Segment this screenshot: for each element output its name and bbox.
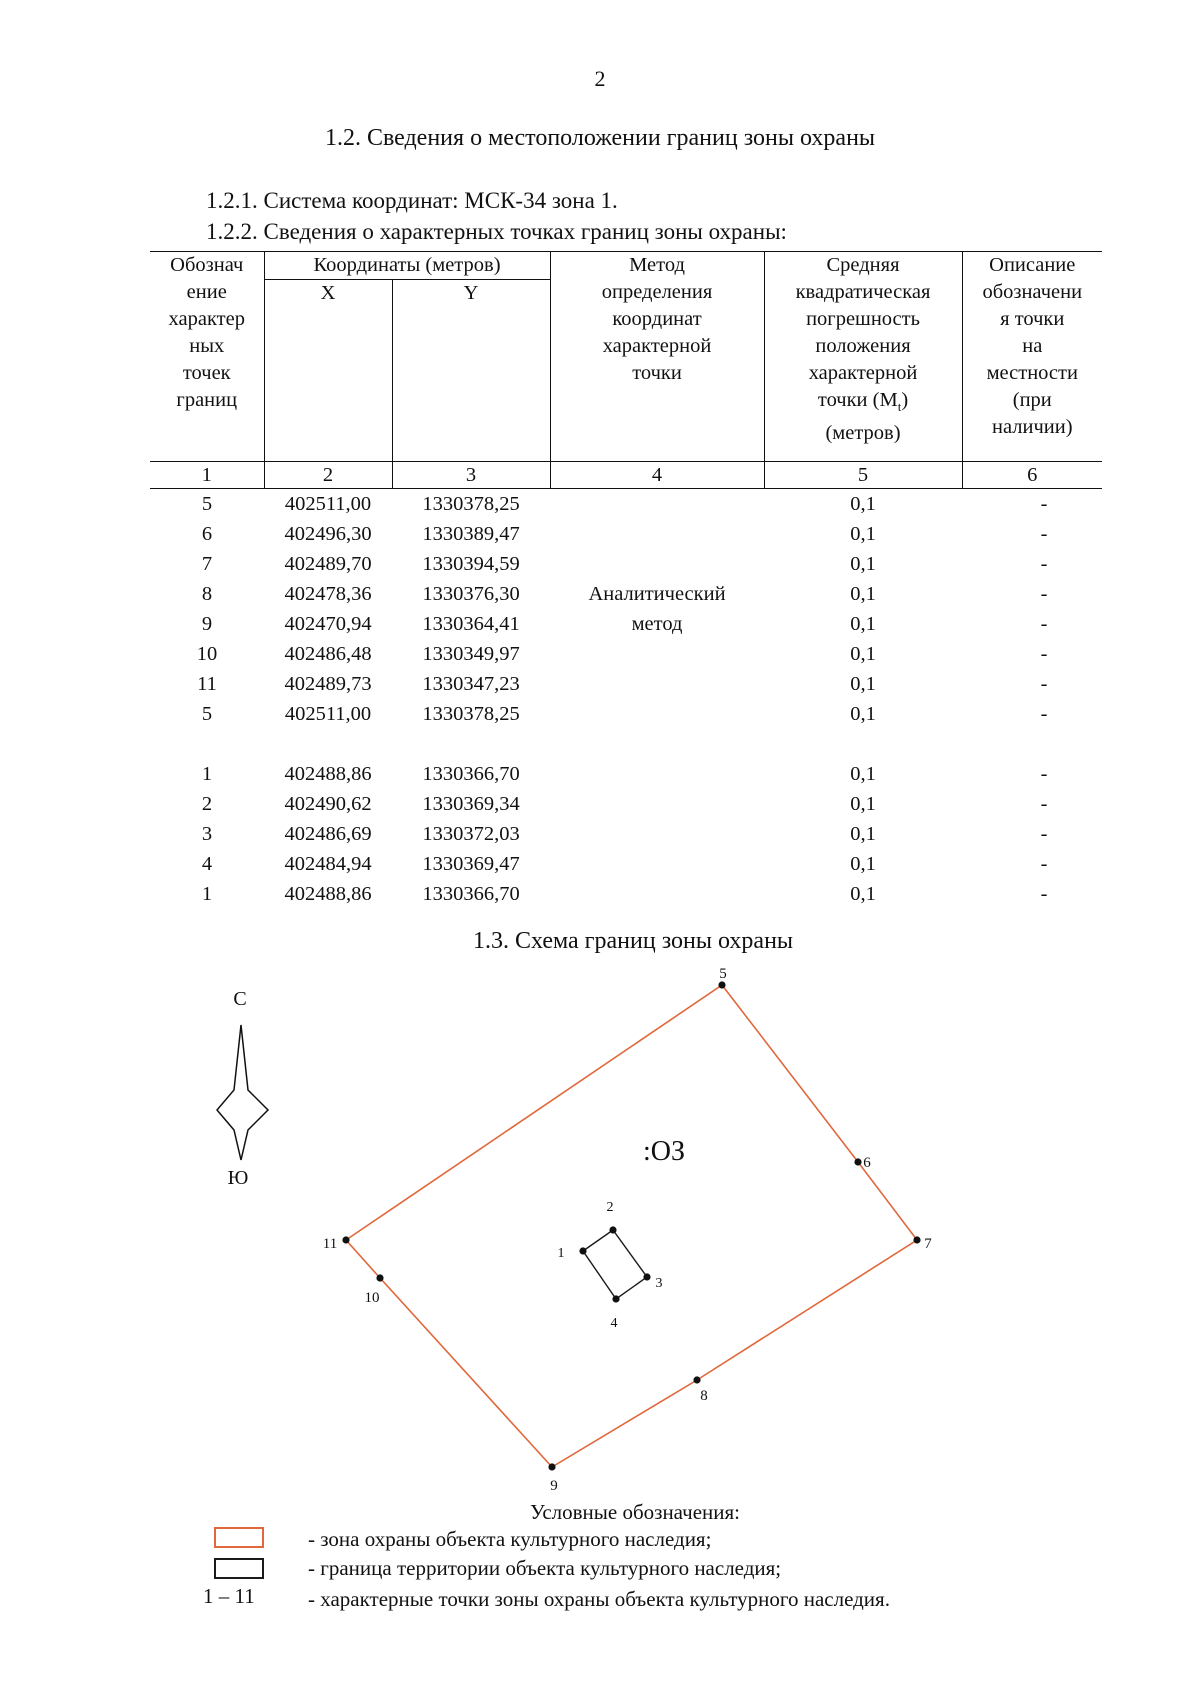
section-heading-1-2: 1.2. Сведения о местоположении границ зоны охраны xyxy=(324,125,876,151)
header-designation-lines xyxy=(150,252,264,414)
legend-points-text: - характерные точки зоны охраны объекта культурного наследия. xyxy=(308,1587,890,1611)
compass-north-label: С xyxy=(233,988,247,1010)
header-method xyxy=(550,252,764,462)
method-line: Аналитический xyxy=(588,583,726,605)
column-number-6: 6 xyxy=(962,462,1102,489)
description-cell: - xyxy=(1040,493,1048,515)
table-body xyxy=(150,489,1102,910)
column-number-4: 4 xyxy=(550,462,764,489)
territory-point-1 xyxy=(579,1247,586,1254)
x-coordinate-cell: 402496,30 xyxy=(284,523,372,545)
y-coordinate-cell: 1330372,03 xyxy=(422,823,520,845)
description-cell: - xyxy=(1040,523,1048,545)
zone-label: :ОЗ xyxy=(642,1136,686,1167)
x-coordinate-cell: 402490,62 xyxy=(284,793,372,815)
description-cell: - xyxy=(1040,613,1048,635)
zone-boundary-scheme xyxy=(0,960,1200,1500)
error-cell: 0,1 xyxy=(850,553,876,575)
y-coordinate-cell: 1330376,30 xyxy=(422,583,520,605)
point-cell: 2 xyxy=(201,793,213,815)
header-line: характерной xyxy=(602,335,712,357)
header-line: характер xyxy=(168,308,245,330)
boundary-point-10 xyxy=(376,1274,383,1281)
description-cell: - xyxy=(1040,553,1048,575)
y-coordinate-cell: 1330347,23 xyxy=(422,673,520,695)
territory-label-3: 3 xyxy=(655,1276,663,1291)
column-number-5: 5 xyxy=(764,462,962,489)
x-coordinate-cell: 402511,00 xyxy=(284,703,372,725)
territory-point-2 xyxy=(609,1226,616,1233)
method-cell-empty xyxy=(550,879,764,909)
error-cell: 0,1 xyxy=(850,793,876,815)
header-line: на xyxy=(1022,335,1043,357)
header-line: я точки xyxy=(1000,308,1065,330)
column-number-3: 3 xyxy=(392,462,550,489)
legend-points-range: 1 – 11 xyxy=(203,1584,255,1608)
legend-title: Условные обозначения: xyxy=(529,1500,741,1524)
header-line: определения xyxy=(601,281,713,303)
compass-south-label: Ю xyxy=(227,1167,249,1189)
point-label-7: 7 xyxy=(924,1236,932,1252)
legend-territory-text: - граница территории объекта культурного наследия; xyxy=(308,1556,782,1580)
table-row xyxy=(150,819,1102,849)
boundary-point-9 xyxy=(548,1463,555,1470)
header-line: координат xyxy=(612,308,702,330)
point-label-6: 6 xyxy=(863,1155,871,1171)
x-coordinate-cell: 402478,36 xyxy=(284,583,372,605)
header-line: Описание xyxy=(989,254,1076,276)
section-heading-1-3: 1.3. Схема границ зоны охраны xyxy=(472,928,794,954)
boundary-point-11 xyxy=(342,1236,349,1243)
column-number-2: 2 xyxy=(264,462,392,489)
boundary-point-5 xyxy=(718,981,725,988)
description-cell: - xyxy=(1040,853,1048,875)
error-cell: 0,1 xyxy=(850,613,876,635)
description-cell: - xyxy=(1040,883,1048,905)
point-cell: 8 xyxy=(201,583,213,605)
x-coordinate-cell: 402488,86 xyxy=(284,883,372,905)
x-coordinate-cell: 402488,86 xyxy=(284,763,372,785)
header-line: обозначени xyxy=(982,281,1083,303)
description-cell: - xyxy=(1040,673,1048,695)
y-coordinate-cell: 1330349,97 xyxy=(422,643,520,665)
table-row xyxy=(150,849,1102,879)
description-cell: - xyxy=(1040,703,1048,725)
error-cell: 0,1 xyxy=(850,493,876,515)
boundary-points-table xyxy=(150,251,1102,909)
y-coordinate-cell: 1330378,25 xyxy=(422,703,520,725)
boundary-point-7 xyxy=(913,1236,920,1243)
coordinate-system-line: 1.2.1. Система координат: МСК-34 зона 1. xyxy=(206,188,618,213)
method-cell-empty xyxy=(550,849,764,879)
method-cell-empty xyxy=(550,819,764,849)
header-y: Y xyxy=(392,280,550,462)
y-coordinate-cell: 1330389,47 xyxy=(422,523,520,545)
point-cell: 3 xyxy=(201,823,213,845)
header-line: точки xyxy=(632,362,682,384)
territory-label-4: 4 xyxy=(610,1316,618,1331)
point-cell: 9 xyxy=(201,613,213,635)
x-coordinate-cell: 402484,94 xyxy=(284,853,372,875)
method-cell-empty xyxy=(550,789,764,819)
error-cell: 0,1 xyxy=(850,703,876,725)
territory-boundary-line xyxy=(583,1230,647,1299)
header-description-lines xyxy=(963,252,1103,441)
description-cell: - xyxy=(1040,793,1048,815)
header-designation xyxy=(150,252,264,462)
boundary-points-caption: 1.2.2. Сведения о характерных точках границ зоны охраны: xyxy=(206,219,787,244)
header-line: характерной xyxy=(808,362,918,384)
x-coordinate-cell: 402489,73 xyxy=(284,673,372,695)
header-line-part: точки (M xyxy=(817,389,898,411)
header-line: ение xyxy=(186,281,227,303)
header-line: квадратическая xyxy=(795,281,931,303)
table-row xyxy=(150,489,1102,520)
x-coordinate-cell: 402486,48 xyxy=(284,643,372,665)
header-description xyxy=(962,252,1102,462)
point-label-5: 5 xyxy=(719,966,727,982)
page-number: 2 xyxy=(594,66,606,91)
column-number-1: 1 xyxy=(150,462,264,489)
territory-point-3 xyxy=(643,1273,650,1280)
table-row xyxy=(150,759,1102,789)
header-line: (метров) xyxy=(825,422,901,445)
description-cell: - xyxy=(1040,643,1048,665)
boundary-point-6 xyxy=(854,1158,861,1165)
header-line: погрешность xyxy=(806,308,920,330)
header-line: (при xyxy=(1012,389,1052,411)
y-coordinate-cell: 1330369,47 xyxy=(422,853,520,875)
table-row xyxy=(150,789,1102,819)
territory-point-4 xyxy=(612,1295,619,1302)
y-coordinate-cell: 1330364,41 xyxy=(422,613,520,635)
header-line xyxy=(765,387,962,420)
x-coordinate-cell: 402470,94 xyxy=(284,613,372,635)
header-line-part: ) xyxy=(901,389,909,411)
header-line: границ xyxy=(176,389,238,411)
error-cell: 0,1 xyxy=(850,673,876,695)
x-coordinate-cell: 402511,00 xyxy=(284,493,372,515)
error-cell: 0,1 xyxy=(850,583,876,605)
spacer-cell xyxy=(150,729,1102,759)
header-line: Метод xyxy=(629,254,685,276)
group-spacer-row xyxy=(150,729,1102,759)
header-coordinates: Координаты (метров) xyxy=(264,252,550,280)
point-cell: 10 xyxy=(196,643,218,665)
point-cell: 5 xyxy=(201,703,213,725)
point-label-10: 10 xyxy=(364,1290,380,1306)
method-cell-empty xyxy=(550,759,764,789)
point-cell: 7 xyxy=(201,553,213,575)
header-line: Обознач xyxy=(170,254,244,276)
territory-label-2: 2 xyxy=(606,1200,614,1215)
subscript-t: t xyxy=(897,399,902,415)
y-coordinate-cell: 1330394,59 xyxy=(422,553,520,575)
header-method-lines xyxy=(551,252,764,387)
description-cell: - xyxy=(1040,763,1048,785)
point-cell: 6 xyxy=(201,523,213,545)
method-cell xyxy=(550,489,764,730)
point-label-9: 9 xyxy=(550,1478,558,1494)
legend-zone-swatch xyxy=(214,1527,264,1548)
header-x: X xyxy=(264,280,392,462)
method-line: метод xyxy=(631,613,683,635)
error-cell: 0,1 xyxy=(850,643,876,665)
point-cell: 1 xyxy=(201,883,213,905)
header-line: положения xyxy=(815,335,911,357)
y-coordinate-cell: 1330366,70 xyxy=(422,883,520,905)
x-coordinate-cell: 402486,69 xyxy=(284,823,372,845)
error-cell: 0,1 xyxy=(850,523,876,545)
error-cell: 0,1 xyxy=(850,883,876,905)
point-cell: 1 xyxy=(201,763,213,785)
error-cell: 0,1 xyxy=(850,823,876,845)
point-label-8: 8 xyxy=(700,1388,708,1404)
point-cell: 4 xyxy=(201,853,213,875)
error-cell: 0,1 xyxy=(850,763,876,785)
header-error-lines xyxy=(765,252,962,447)
point-cell: 11 xyxy=(197,673,217,695)
x-coordinate-cell: 402489,70 xyxy=(284,553,372,575)
header-line: наличии) xyxy=(992,416,1073,438)
header-line: местности xyxy=(986,362,1078,384)
error-cell: 0,1 xyxy=(850,853,876,875)
table-row xyxy=(150,879,1102,909)
header-line: Средняя xyxy=(826,254,900,276)
y-coordinate-cell: 1330378,25 xyxy=(422,493,520,515)
territory-label-1: 1 xyxy=(557,1246,565,1261)
y-coordinate-cell: 1330369,34 xyxy=(422,793,520,815)
y-coordinate-cell: 1330366,70 xyxy=(422,763,520,785)
description-cell: - xyxy=(1040,583,1048,605)
point-cell: 5 xyxy=(201,493,213,515)
legend-zone-text: - зона охраны объекта культурного наследия; xyxy=(308,1527,712,1551)
header-line: ных xyxy=(189,335,225,357)
header-line: точек xyxy=(182,362,231,384)
compass-rose-icon xyxy=(217,1025,268,1160)
point-label-11: 11 xyxy=(322,1236,338,1252)
description-cell: - xyxy=(1040,823,1048,845)
boundary-point-8 xyxy=(693,1376,700,1383)
header-error xyxy=(764,252,962,462)
zone-boundary-line xyxy=(346,985,917,1467)
legend-territory-swatch xyxy=(214,1558,264,1579)
